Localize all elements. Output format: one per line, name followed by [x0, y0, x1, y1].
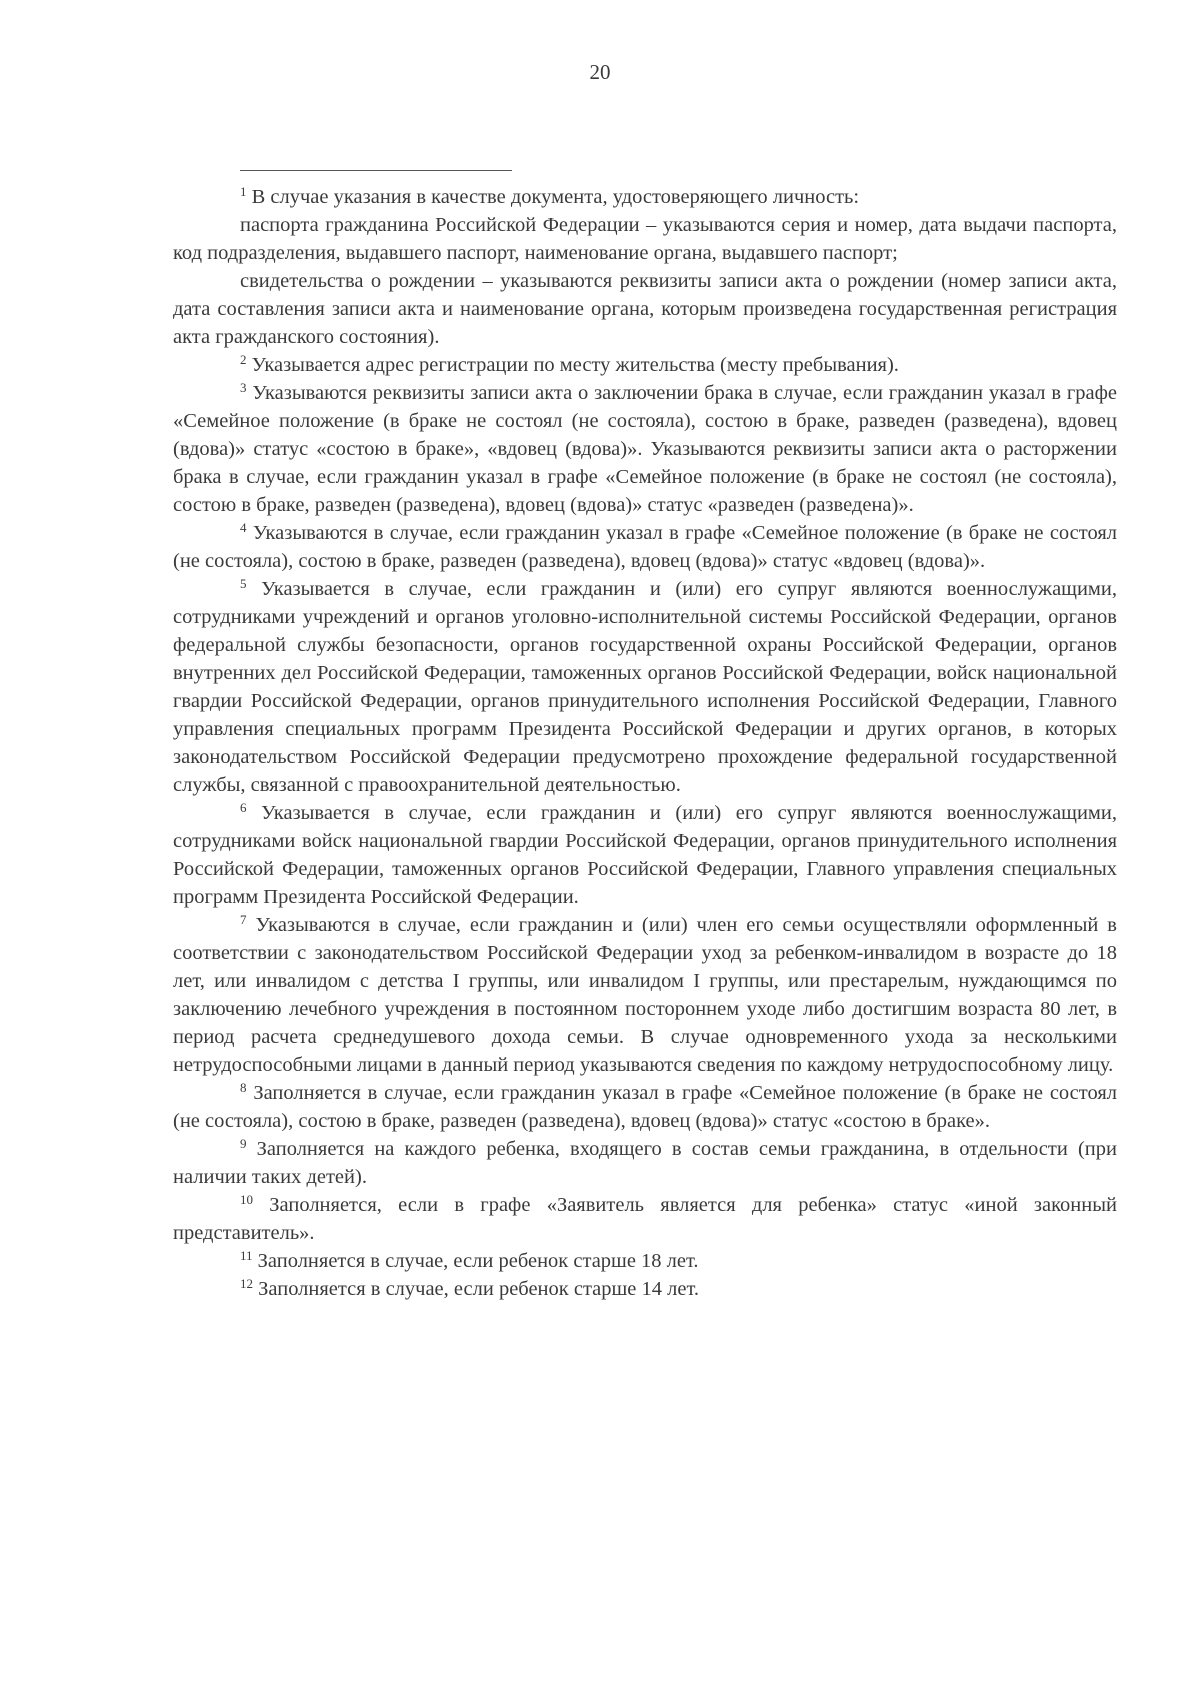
- footnote-2: [173, 351, 1117, 379]
- footnote-marker: 9: [240, 1136, 247, 1151]
- footnote-1: [173, 183, 1117, 211]
- footnotes-section: [173, 183, 1117, 1303]
- footnote-text: Указывается адрес регистрации по месту жительства (месту пребывания).: [246, 354, 899, 376]
- footnote-marker: 6: [240, 800, 247, 815]
- footnote-marker: 8: [240, 1080, 247, 1095]
- footnote-6: [173, 799, 1117, 911]
- footnote-5: [173, 575, 1117, 799]
- footnote-marker: 12: [240, 1276, 253, 1291]
- footnote-marker: 7: [240, 912, 247, 927]
- footnote-7: [173, 911, 1117, 1079]
- footnote-text: Заполняется в случае, если ребенок старше 14 лет.: [253, 1278, 700, 1300]
- footnote-4: [173, 519, 1117, 575]
- footnote-8: [173, 1079, 1117, 1135]
- footnote-text: Указываются в случае, если гражданин указал в графе «Семейное положение (в браке не состоял (не состояла), состою в браке, разведен (разведена), вдовец (вдова)» статус «вдовец (вдова)».: [173, 522, 1117, 572]
- footnote-marker: 10: [240, 1192, 253, 1207]
- footnote-marker: 1: [240, 184, 247, 199]
- footnote-text: Заполняется на каждого ребенка, входящего в состав семьи гражданина, в отдельности (при наличии таких детей).: [173, 1138, 1117, 1188]
- footnote-text: Указываются реквизиты записи акта о заключении брака в случае, если гражданин указал в графе «Семейное положение (в браке не состоял (не состояла), состою в браке, разведен (разведена), вдовец (вдова)» статус «состою в браке», «вдовец (вдова)». Указываются реквизиты записи акта о расторжении брака в случае, если гражданин указал в графе «Семейное положение (в браке не состоял (не состояла), состою в браке, разведен (разведена), вдовец (вдова)» статус «разведен (разведена)».: [173, 382, 1117, 516]
- footnote-marker: 3: [240, 380, 247, 395]
- footnote-text: Заполняется, если в графе «Заявитель является для ребенка» статус «иной законный представитель».: [173, 1194, 1117, 1244]
- footnote-text: Указывается в случае, если гражданин и (или) его супруг являются военнослужащими, сотрудниками учреждений и органов уголовно-исполнительной системы Российской Федерации, органов федеральной службы безопасности, органов государственной охраны Российской Федерации, органов внутренних дел Российской Федерации, таможенных органов Российской Федерации, войск национальной гвардии Российской Федерации, органов принудительного исполнения Российской Федерации, Главного управления специальных программ Президента Российской Федерации и других органов, в которых законодательством Российской Федерации предусмотрено прохождение федеральной государственной службы, связанной с правоохранительной деятельностью.: [173, 578, 1117, 796]
- footnote-12: [173, 1275, 1117, 1303]
- footnote-11: [173, 1247, 1117, 1275]
- footnote-separator: [240, 170, 512, 171]
- footnote-text: Указываются в случае, если гражданин и (или) член его семьи осуществляли оформленный в соответствии с законодательством Российской Федерации уход за ребенком-инвалидом в возрасте до 18 лет, или инвалидом с детства I группы, или инвалидом I группы, или престарелым, нуждающимся по заключению лечебного учреждения в постоянном постороннем уходе либо достигшим возраста 80 лет, в период расчета среднедушевого дохода семьи. В случае одновременного ухода за несколькими нетрудоспособными лицами в данный период указываются сведения по каждому нетрудоспособному лицу.: [173, 914, 1117, 1076]
- footnote-9: [173, 1135, 1117, 1191]
- footnote-text: Заполняется в случае, если гражданин указал в графе «Семейное положение (в браке не состоял (не состояла), состою в браке, разведен (разведена), вдовец (вдова)» статус «состою в браке».: [173, 1082, 1117, 1132]
- footnote-text: свидетельства о рождении – указываются реквизиты записи акта о рождении (номер записи акта, дата составления записи акта и наименование органа, которым произведена государственная регистрация акта гражданского состояния).: [173, 270, 1117, 348]
- footnote-text: паспорта гражданина Российской Федерации – указываются серия и номер, дата выдачи паспорта, код подразделения, выдавшего паспорт, наименование органа, выдавшего паспорт;: [173, 214, 1117, 264]
- footnote-marker: 4: [240, 520, 247, 535]
- page-number: 20: [589, 60, 611, 84]
- footnote-1-birth-certificate: [173, 267, 1117, 351]
- footnote-1-passport: [173, 211, 1117, 267]
- footnote-marker: 11: [240, 1248, 253, 1263]
- footnote-3: [173, 379, 1117, 519]
- footnote-text: Заполняется в случае, если ребенок старше 18 лет.: [252, 1250, 699, 1272]
- footnote-marker: 5: [240, 576, 247, 591]
- footnote-10: [173, 1191, 1117, 1247]
- footnote-marker: 2: [240, 352, 247, 367]
- footnote-text: Указывается в случае, если гражданин и (или) его супруг являются военнослужащими, сотрудниками войск национальной гвардии Российской Федерации, органов принудительного исполнения Российской Федерации, таможенных органов Российской Федерации, Главного управления специальных программ Президента Российской Федерации.: [173, 802, 1117, 908]
- footnote-text: В случае указания в качестве документа, удостоверяющего личность:: [246, 186, 860, 208]
